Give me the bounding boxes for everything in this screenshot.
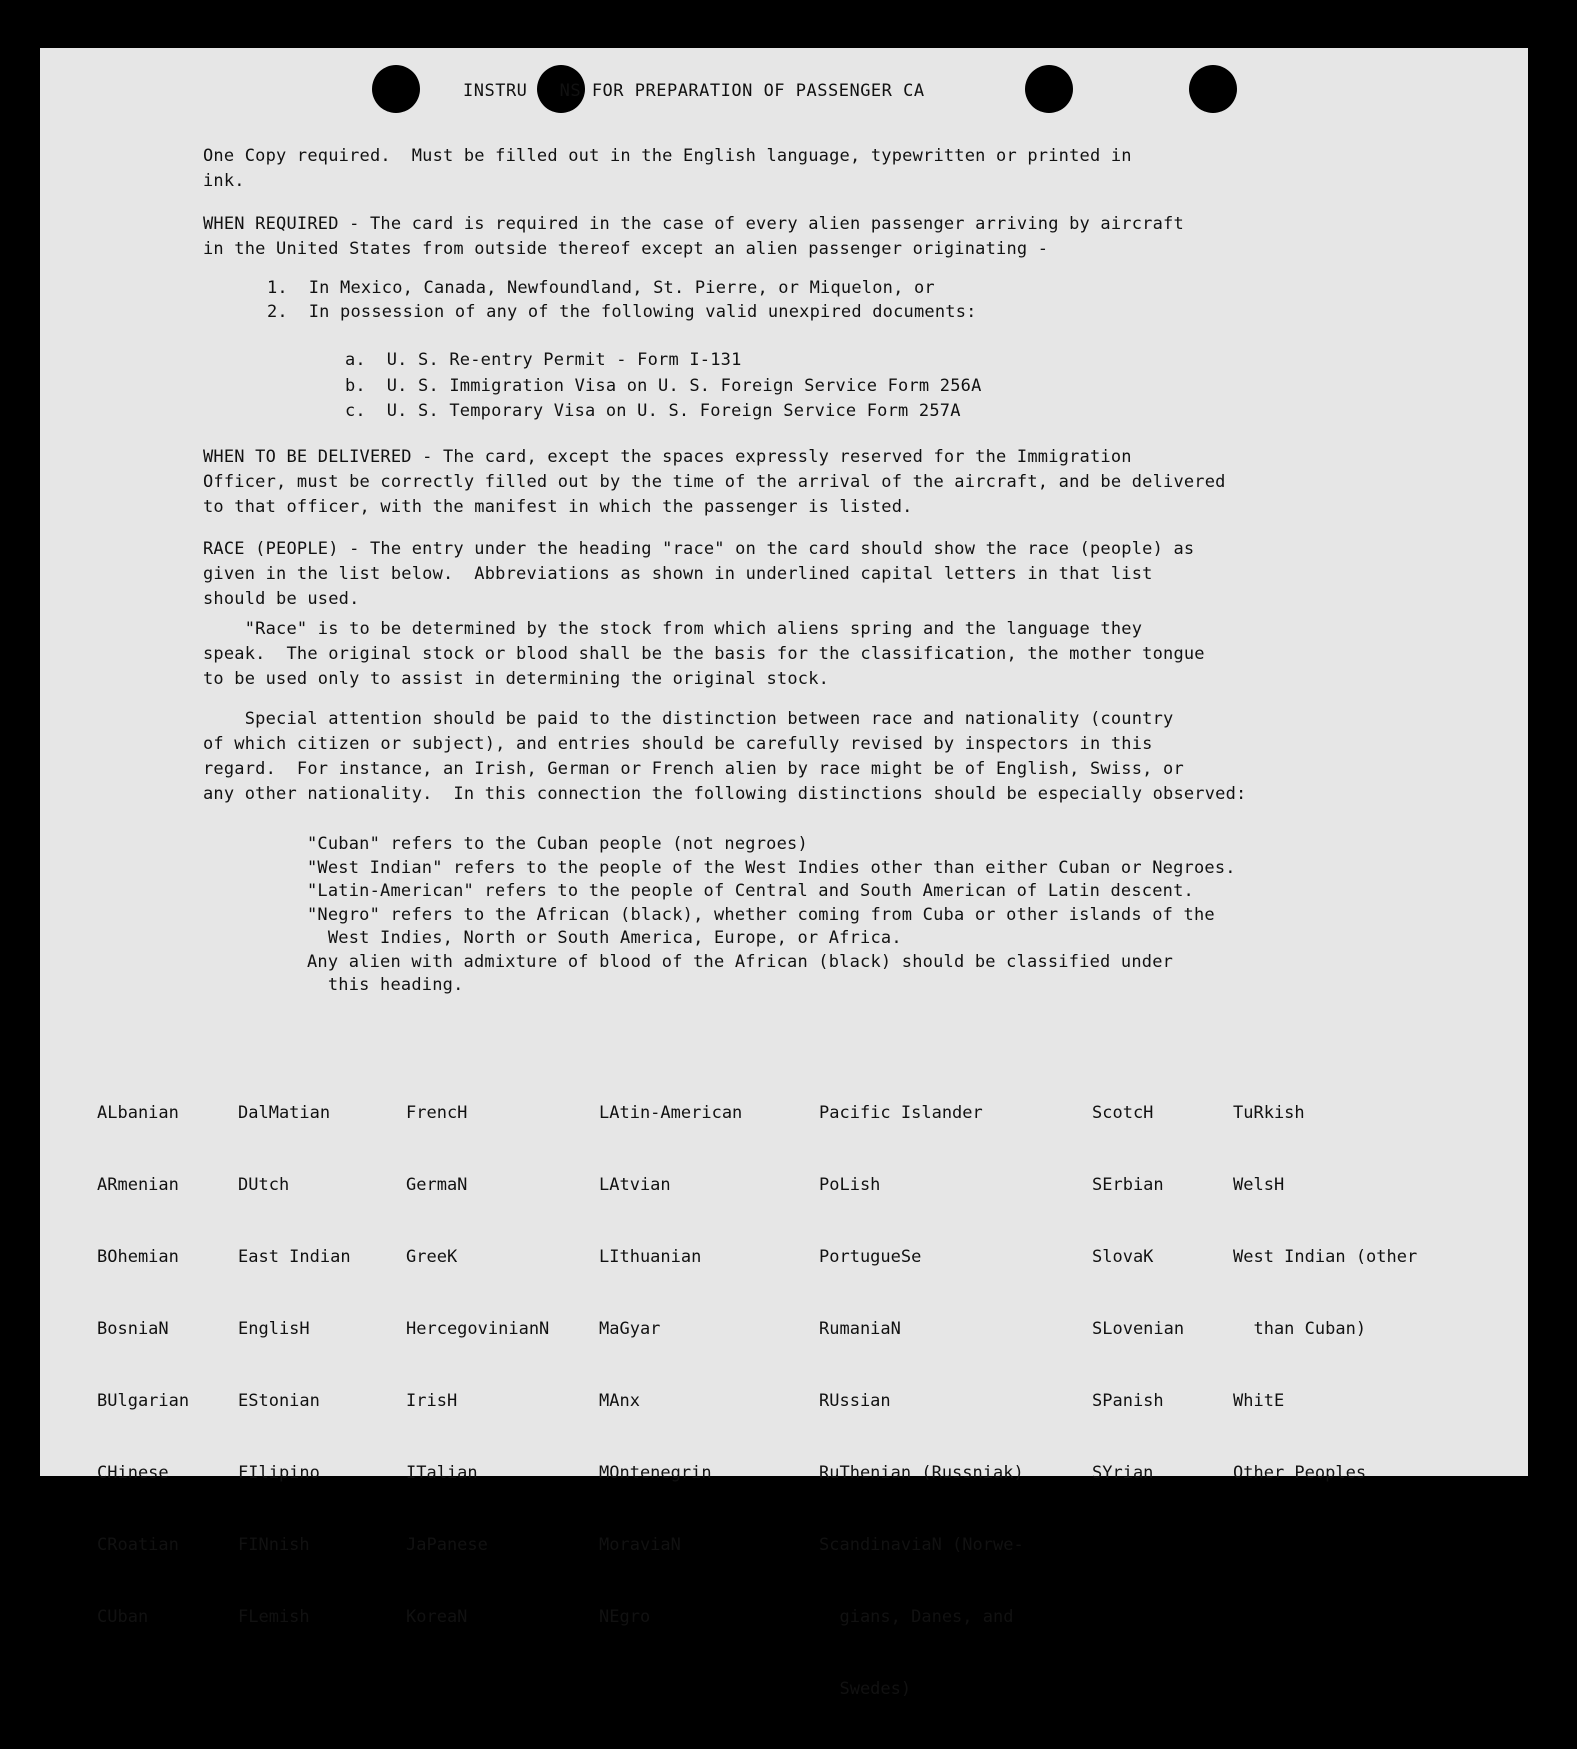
race-entry: Other Peoples [1233,1463,1367,1483]
when-required-paragraph: WHEN REQUIRED - The card is required in the case of every alien passenger arriving by aircraft in the United States from outside thereof except an alien passenger originating - [203,214,1184,259]
race-entry: SYrian [1092,1463,1154,1483]
race-entry: DalMatian [238,1103,331,1123]
race-entry: BOhemian [97,1247,179,1267]
race-column-7 [1233,1053,1417,1533]
race-entry: ARmenian [97,1175,179,1195]
race-entry: West Indian (other [1233,1247,1418,1267]
race-entry: JaPanese [406,1535,488,1555]
race-entry: TuRkish [1233,1103,1305,1123]
race-column-1 [97,1053,189,1677]
race-entry: than Cuban) [1233,1319,1367,1339]
race-entry: SLovenian [1092,1319,1185,1339]
race-entry: WelsH [1233,1175,1285,1195]
race-entry: FIlipino [238,1463,320,1483]
race-entry: MAnx [599,1391,640,1411]
special-attention-paragraph: Special attention should be paid to the distinction between race and nationality (country of which citizen or subject), and entries should be carefully revised by inspectors in this regard. For instance, an Irish, German or French alien by race might be of English, Swiss, or any other nationality. In this connection the following distinctions should be especially observed: [203,709,1247,804]
race-entry: IrisH [406,1391,458,1411]
race-entry: EStonian [238,1391,320,1411]
race-entry: FLemish [238,1607,310,1627]
race-entry: CRoatian [97,1535,179,1555]
race-entry: Pacific Islander [819,1103,983,1123]
race-entry: SPanish [1092,1391,1164,1411]
race-entry: ScandinaviaN (Norwe- [819,1535,1024,1555]
distinctions-list: "Cuban" refers to the Cuban people (not negroes) "West Indian" refers to the people of the West Indies other than either Cuban or Negroes. "Latin-American" refers to the people of Central and South American of Latin descent. "Negro" refers to the African (black), whether coming from Cuba or other islands of the West Indies, North or South America, Europe, or Africa. Any alien with admixture of blood of the African (black) should be classified under this heading. [307,834,1236,995]
race-entry: BUlgarian [97,1391,190,1411]
race-entry: WhitE [1233,1391,1285,1411]
race-column-4 [599,1053,742,1677]
race-entry: GermaN [406,1175,468,1195]
race-entry: PoLish [819,1175,881,1195]
race-entry: LAtvian [599,1175,671,1195]
race-entry: SlovaK [1092,1247,1154,1267]
race-entry: ALbanian [97,1103,179,1123]
race-entry: MoraviaN [599,1535,681,1555]
race-entry: CUban [97,1607,149,1627]
intro-paragraph: One Copy required. Must be filled out in the English language, typewritten or printed in ink. [203,146,1132,191]
document-item-a: a. U. S. Re-entry Permit - Form I-131 [345,350,742,370]
race-entry: ScotcH [1092,1103,1154,1123]
race-column-6 [1092,1053,1184,1533]
race-entry: NEgro [599,1607,651,1627]
race-entry: MOntenegrin [599,1463,712,1483]
race-entry: MaGyar [599,1319,661,1339]
race-entry: RUssian [819,1391,891,1411]
race-entry: East Indian [238,1247,351,1267]
race-entry: LAtin-American [599,1103,743,1123]
exception-item-2: 2. In possession of any of the following valid unexpired documents: [267,302,977,322]
race-entry: SErbian [1092,1175,1164,1195]
race-entry: FrencH [406,1103,468,1123]
exception-item-1: 1. In Mexico, Canada, Newfoundland, St. Pierre, or Miquelon, or [267,278,935,298]
document-item-b: b. U. S. Immigration Visa on U. S. Foreign Service Form 256A [345,376,982,396]
race-entry: LIthuanian [599,1247,702,1267]
race-entry: BosniaN [97,1319,169,1339]
punch-hole [1189,65,1237,113]
race-entry: RumaniaN [819,1319,901,1339]
punch-hole [372,65,420,113]
when-delivered-paragraph: WHEN TO BE DELIVERED - The card, except the spaces expressly reserved for the Immigration Officer, must be correctly filled out by the time of the arrival of the aircraft, and be delivered to that officer, with the manifest in which the passenger is listed. [203,447,1226,517]
race-entry: gians, Danes, and [819,1607,1014,1627]
race-entry: CHinese [97,1463,169,1483]
punch-hole [1025,65,1073,113]
race-entry: ITalian [406,1463,478,1483]
race-column-3 [406,1053,549,1677]
race-entry: Swedes) [819,1679,912,1699]
race-column-2 [238,1053,351,1677]
race-entry: HercegovinianN [406,1319,550,1339]
race-entry: EnglisH [238,1319,310,1339]
race-entry: FINnish [238,1535,310,1555]
race-column-5 [819,1053,1024,1749]
document-item-c: c. U. S. Temporary Visa on U. S. Foreign Service Form 257A [345,401,961,421]
race-entry: GreeK [406,1247,458,1267]
race-entry: RuThenian (Russniak) [819,1463,1024,1483]
race-entry: PortugueSe [819,1247,922,1267]
document-page [40,48,1528,1699]
race-people-paragraph: RACE (PEOPLE) - The entry under the heading "race" on the card should show the race (people) as given in the list below. Abbreviations as shown in underlined capital letters in that list should be used. [203,539,1195,609]
race-definition-paragraph: "Race" is to be determined by the stock from which aliens spring and the language they speak. The original stock or blood shall be the basis for the classification, the mother tongue to be used only to assist in determining the original stock. [203,619,1205,689]
race-entry: DUtch [238,1175,290,1195]
page-title: INSTRU NS FOR PREPARATION OF PASSENGER CA [463,81,925,101]
race-entry: KoreaN [406,1607,468,1627]
